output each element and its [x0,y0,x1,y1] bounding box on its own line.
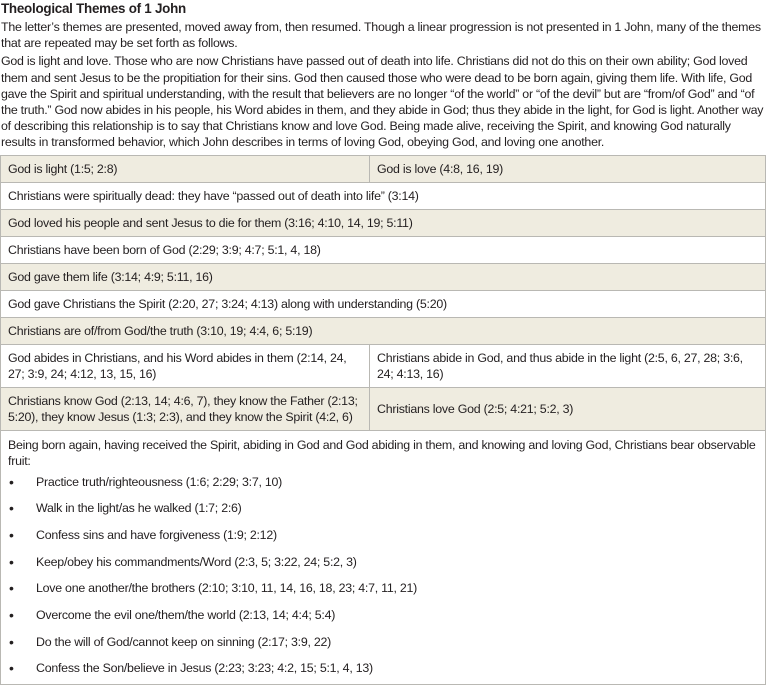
table-row [1,155,766,182]
list-item: • Confess the Son/believe in Jesus (2:23; 3:23; 4:2, 15; 5:1, 4, 13) [9,660,373,677]
fruit-lead-text: Being born again, having received the Spirit, abiding in God and God abiding in them, and knowing and loving God, Christians bear observable fruit: [8,437,756,469]
table-row [1,317,766,344]
intro-paragraph: The letter’s themes are presented, moved away from, then resumed. Though a linear progression is not presented in 1 John, many of the themes that are repeated may be set forth as follows. [1,20,761,51]
table-row [1,182,766,209]
bullet-icon: • [9,500,14,517]
table-row [1,236,766,263]
theme-cell-spiritually-dead: Christians were spiritually dead: they have “passed out of death into life” (3:14) [1,182,766,209]
bullet-icon: • [9,580,14,597]
bullet-icon: • [9,607,14,624]
theme-cell-god-is-love: God is love (4:8, 16, 19) [370,155,766,182]
bullet-icon: • [9,553,14,570]
fruit-cell [1,430,766,685]
theme-cell-god-is-light: God is light (1:5; 2:8) [1,155,370,182]
table-row [1,387,766,430]
theme-cell-gave-life: God gave them life (3:14; 4:9; 5:11, 16) [1,263,766,290]
list-item: • Confess sins and have forgiveness (1:9; 2:12) [9,527,277,543]
themes-table [0,155,766,685]
summary-paragraph: God is light and love. Those who are now Christians have passed out of death into life. Christians did not do this on their own ability; God loved them and sent Jesus to be the propitiation for their sins. God then caused those who were dead to be born again, giving them life. With life, God gave the Spirit and spiritual understanding, with the result that believers are no longer “of the world” or “of the devil” but are “from/of God” and “of the truth.” God now abides in his people, his Word abides in them, and they abide in God; thus they abide in the light, for God is light. Another way of describing this relationship is to say that Christians know and love God. Being made alive, receiving the Spirit, and knowing God naturally results in transformed behavior, which John describes in terms of loving God, obeying God, and loving one another. [1,54,764,150]
bullet-icon: • [9,473,14,490]
theme-cell-born-of-god: Christians have been born of God (2:29; 3:9; 4:7; 5:1, 4, 18) [1,236,766,263]
table-row [1,290,766,317]
page-title: Theological Themes of 1 John [1,1,186,16]
list-item: • Practice truth/righteousness (1:6; 2:29; 3:7, 10) [9,473,283,490]
fruit-list [8,474,758,677]
theme-cell-love-god: Christians love God (2:5; 4:21; 5:2, 3) [370,387,766,430]
bullet-icon: • [9,633,14,650]
table-row [1,263,766,290]
table-row [1,430,766,685]
theme-cell-god-loved: God loved his people and sent Jesus to die for them (3:16; 4:10, 14, 19; 5:11) [1,209,766,236]
theme-cell-gave-spirit: God gave Christians the Spirit (2:20, 27; 3:24; 4:13) along with understanding (5:20) [1,290,766,317]
theme-cell-christians-abide: Christians abide in God, and thus abide in the light (2:5, 6, 27, 28; 3:6, 24; 4:13, 16) [370,344,766,387]
list-item: • Love one another/the brothers (2:10; 3:10, 11, 14, 16, 18, 23; 4:7, 11, 21) [9,580,418,597]
list-item: • Keep/obey his commandments/Word (2:3, 5; 3:22, 24; 5:2, 3) [9,553,357,570]
list-item: • Overcome the evil one/them/the world (2:13, 14; 4:4; 5:4) [9,607,336,624]
table-row [1,344,766,387]
list-item: • Walk in the light/as he walked (1:7; 2:6) [9,500,242,517]
theme-cell-god-abides: God abides in Christians, and his Word abides in them (2:14, 24, 27; 3:9, 24; 4:12, 13, 15, 16) [1,344,370,387]
list-item: • Do the will of God/cannot keep on sinning (2:17; 3:9, 22) [9,633,332,650]
bullet-icon: • [9,660,14,677]
table-row [1,209,766,236]
bullet-icon: • [9,527,14,543]
theme-cell-of-god: Christians are of/from God/the truth (3:10, 19; 4:4, 6; 5:19) [1,317,766,344]
theme-cell-know-god: Christians know God (2:13, 14; 4:6, 7), they know the Father (2:13; 5:20), they know Jesus (1:3; 2:3), and they know the Spirit (4:2, 6) [1,387,370,430]
